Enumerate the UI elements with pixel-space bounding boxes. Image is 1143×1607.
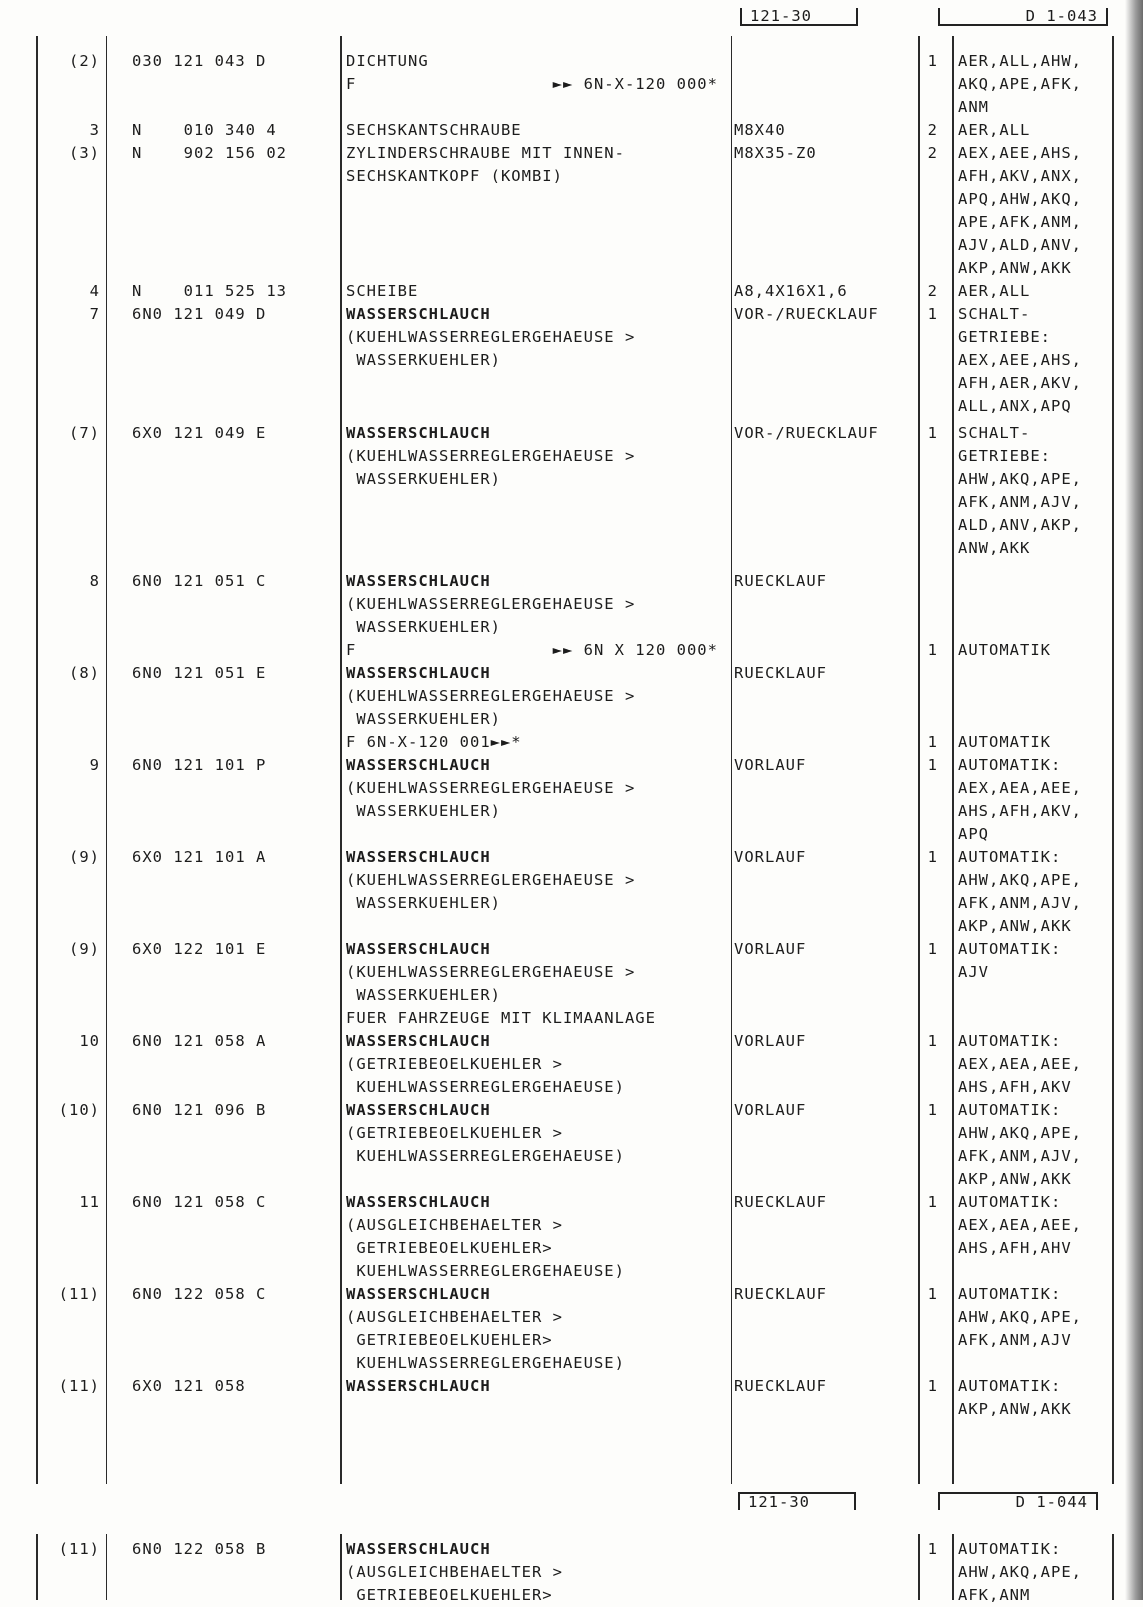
description-line: WASSERKUEHLER) <box>346 986 501 1004</box>
description-line: WASSERSCHLAUCH <box>346 424 491 442</box>
position-number: (9) <box>69 848 100 866</box>
quantity: 2 <box>927 121 938 139</box>
description <box>346 938 716 1030</box>
description-line: (KUEHLWASSERREGLERGEHAEUSE > <box>346 328 636 346</box>
remark-line: RUECKLAUF <box>734 1285 827 1303</box>
model-codes-line: AFK,ANM,AJV <box>958 1331 1072 1349</box>
model-codes-line: AHW,AKQ,APE, <box>958 871 1082 889</box>
model-codes-line: AUTOMATIK <box>958 641 1051 659</box>
description-line: WASSERKUEHLER) <box>346 470 501 488</box>
table-row <box>0 119 1143 142</box>
model-codes <box>958 1538 1108 1607</box>
remark-line: RUECKLAUF <box>734 664 827 682</box>
remark <box>734 938 914 961</box>
description-line: KUEHLWASSERREGLERGEHAEUSE) <box>346 1262 625 1280</box>
description <box>346 662 716 754</box>
part-number: N 011 525 13 <box>132 282 287 300</box>
description-line: KUEHLWASSERREGLERGEHAEUSE) <box>346 1147 625 1165</box>
position-number: (3) <box>69 144 100 162</box>
remark-line: VORLAUF <box>734 756 807 774</box>
quantity: 1 <box>927 733 938 751</box>
part-number: 6N0 121 101 P <box>132 756 267 774</box>
model-codes-line: AJV,ALD,ANV, <box>958 236 1082 254</box>
remark <box>734 119 914 142</box>
description <box>346 846 716 915</box>
description-line: GETRIEBEOELKUEHLER> <box>346 1331 553 1349</box>
remark <box>734 754 914 777</box>
model-codes-line: AFK,ANM,AJV, <box>958 894 1082 912</box>
model-codes-line: ANW,AKK <box>958 539 1031 557</box>
description-line: GETRIEBEOELKUEHLER> <box>346 1586 553 1604</box>
model-codes-line: AUTOMATIK <box>958 733 1051 751</box>
quantity: 1 <box>927 1032 938 1050</box>
description-line: SECHSKANTKOPF (KOMBI) <box>346 167 563 185</box>
description-line: WASSERKUEHLER) <box>346 802 501 820</box>
model-codes-line: ALL,ANX,APQ <box>958 397 1072 415</box>
description <box>346 119 716 142</box>
remark-line: VORLAUF <box>734 940 807 958</box>
part-number: N 902 156 02 <box>132 144 287 162</box>
position-number: (11) <box>58 1285 100 1303</box>
model-codes-line: AUTOMATIK: <box>958 1285 1062 1303</box>
description-line: (KUEHLWASSERREGLERGEHAEUSE > <box>346 963 636 981</box>
quantity: 1 <box>927 940 938 958</box>
position-number: (11) <box>58 1377 100 1395</box>
model-codes-line: AUTOMATIK: <box>958 1377 1062 1395</box>
part-number: 6N0 121 058 C <box>132 1193 267 1211</box>
remark <box>734 570 914 593</box>
remark-line: VOR-/RUECKLAUF <box>734 305 879 323</box>
quantity: 1 <box>927 1377 938 1395</box>
table-row <box>0 1099 1143 1191</box>
description-line: (KUEHLWASSERREGLERGEHAEUSE > <box>346 447 636 465</box>
model-codes-line: AJV <box>958 963 989 981</box>
part-number: 6N0 122 058 C <box>132 1285 267 1303</box>
description <box>346 1030 716 1099</box>
remark-line: VORLAUF <box>734 1032 807 1050</box>
remark <box>734 142 914 165</box>
quantity: 1 <box>927 1540 938 1558</box>
header-group: 121-30 <box>750 7 812 25</box>
remark <box>734 1283 914 1306</box>
model-codes-line: ALD,ANV,AKP, <box>958 516 1082 534</box>
model-codes-line: AEX,AEE,AHS, <box>958 351 1082 369</box>
model-codes <box>958 422 1108 560</box>
description-line: WASSERSCHLAUCH <box>346 1032 491 1050</box>
header-page-box <box>938 8 1108 26</box>
position-number: 8 <box>89 572 100 590</box>
model-codes-line: AUTOMATIK: <box>958 1540 1062 1558</box>
model-codes-line: AEX,AEA,AEE, <box>958 1055 1082 1073</box>
quantity: 2 <box>927 144 938 162</box>
table-row <box>0 1030 1143 1099</box>
position-number: 10 <box>79 1032 100 1050</box>
model-codes <box>958 303 1108 418</box>
description-line: ZYLINDERSCHRAUBE MIT INNEN- <box>346 144 625 162</box>
description-line: F 6N-X-120 001►►* <box>346 733 522 751</box>
description <box>346 142 716 188</box>
description-line: KUEHLWASSERREGLERGEHAEUSE) <box>346 1354 625 1372</box>
description-line: F ►► 6N X 120 000* <box>346 641 718 659</box>
model-codes-line: AKP,ANW,AKK <box>958 259 1072 277</box>
remark <box>734 662 914 685</box>
model-codes-line: SCHALT- <box>958 305 1031 323</box>
position-number: 3 <box>89 121 100 139</box>
part-number: 6N0 121 096 B <box>132 1101 267 1119</box>
model-codes-line: GETRIEBE: <box>958 328 1051 346</box>
model-codes-line: AFK,ANM,AJV, <box>958 1147 1082 1165</box>
part-number: 6X0 121 049 E <box>132 424 267 442</box>
table-row <box>0 50 1143 119</box>
remark-line: VORLAUF <box>734 848 807 866</box>
model-codes-line: AHW,AKQ,APE, <box>958 1563 1082 1581</box>
part-number: 6N0 121 051 E <box>132 664 267 682</box>
remark-line: VORLAUF <box>734 1101 807 1119</box>
description-line: WASSERSCHLAUCH <box>346 848 491 866</box>
model-codes <box>958 1030 1108 1099</box>
model-codes-line: AKP,ANW,AKK <box>958 1400 1072 1418</box>
description <box>346 50 716 96</box>
model-codes-line: ANM <box>958 98 989 116</box>
model-codes-line: AHS,AFH,AKV <box>958 1078 1072 1096</box>
quantity: 1 <box>927 848 938 866</box>
model-codes <box>958 50 1108 119</box>
table-row <box>0 1191 1143 1283</box>
description-line: F ►► 6N-X-120 000* <box>346 75 718 93</box>
model-codes-line: AHW,AKQ,APE, <box>958 470 1082 488</box>
remark-line: A8,4X16X1,6 <box>734 282 848 300</box>
table-row <box>0 280 1143 303</box>
table-row <box>0 754 1143 846</box>
model-codes-line: AUTOMATIK: <box>958 1193 1062 1211</box>
model-codes <box>958 1191 1108 1260</box>
description-line: WASSERSCHLAUCH <box>346 756 491 774</box>
remark-line: RUECKLAUF <box>734 572 827 590</box>
description-line: FUER FAHRZEUGE MIT KLIMAANLAGE <box>346 1009 656 1027</box>
description-line: WASSERSCHLAUCH <box>346 664 491 682</box>
remark <box>734 280 914 303</box>
table-row <box>0 303 1143 418</box>
description-line: (AUSGLEICHBEHAELTER > <box>346 1308 563 1326</box>
position-number: 9 <box>89 756 100 774</box>
header-group-box-2 <box>738 1492 856 1510</box>
model-codes <box>958 142 1108 280</box>
description-line: WASSERSCHLAUCH <box>346 1285 491 1303</box>
description-line: (KUEHLWASSERREGLERGEHAEUSE > <box>346 687 636 705</box>
description-line: (KUEHLWASSERREGLERGEHAEUSE > <box>346 779 636 797</box>
description-line: WASSERSCHLAUCH <box>346 305 491 323</box>
part-number: 6X0 122 101 E <box>132 940 267 958</box>
description-line: GETRIEBEOELKUEHLER> <box>346 1239 553 1257</box>
model-codes-line: AUTOMATIK: <box>958 848 1062 866</box>
table-row <box>0 1538 1143 1607</box>
description-line: WASSERKUEHLER) <box>346 351 501 369</box>
description-line: (GETRIEBEOELKUEHLER > <box>346 1124 563 1142</box>
position-number: (9) <box>69 940 100 958</box>
part-number: 6X0 121 058 <box>132 1377 246 1395</box>
table-row <box>0 1283 1143 1375</box>
position-number: 4 <box>89 282 100 300</box>
quantity: 1 <box>927 1285 938 1303</box>
model-codes <box>958 731 1108 754</box>
description-line: (KUEHLWASSERREGLERGEHAEUSE > <box>346 595 636 613</box>
remark-line: M8X35-Z0 <box>734 144 817 162</box>
description-line: KUEHLWASSERREGLERGEHAEUSE) <box>346 1078 625 1096</box>
remark-line: RUECKLAUF <box>734 1193 827 1211</box>
description <box>346 1375 716 1398</box>
model-codes-line: AKQ,APE,AFK, <box>958 75 1082 93</box>
description-line: WASSERSCHLAUCH <box>346 1540 491 1558</box>
part-number: 6N0 122 058 B <box>132 1540 267 1558</box>
model-codes <box>958 1283 1108 1352</box>
model-codes-line: AER,ALL <box>958 282 1031 300</box>
model-codes-line: AHS,AFH,AKV, <box>958 802 1082 820</box>
description-line: WASSERSCHLAUCH <box>346 572 491 590</box>
quantity: 1 <box>927 52 938 70</box>
position-number: (2) <box>69 52 100 70</box>
remark <box>734 846 914 869</box>
part-number: 6X0 121 101 A <box>132 848 267 866</box>
description <box>346 280 716 303</box>
description-line: WASSERSCHLAUCH <box>346 1101 491 1119</box>
model-codes-line: APQ,AHW,AKQ, <box>958 190 1082 208</box>
position-number: 7 <box>89 305 100 323</box>
description-line: (AUSGLEICHBEHAELTER > <box>346 1563 563 1581</box>
model-codes-line: AFH,AKV,ANX, <box>958 167 1082 185</box>
header-group-box <box>740 8 858 26</box>
model-codes-line: AKP,ANW,AKK <box>958 1170 1072 1188</box>
model-codes <box>958 639 1108 662</box>
header-page-2: D 1-044 <box>1015 1493 1088 1511</box>
part-number: N 010 340 4 <box>132 121 277 139</box>
table-row <box>0 142 1143 280</box>
model-codes-line: AUTOMATIK: <box>958 1101 1062 1119</box>
remark <box>734 422 914 445</box>
model-codes <box>958 754 1108 846</box>
position-number: (8) <box>69 664 100 682</box>
description <box>346 1538 716 1607</box>
position-number: (7) <box>69 424 100 442</box>
model-codes <box>958 1375 1108 1421</box>
part-number: 030 121 043 D <box>132 52 267 70</box>
model-codes-line: AHW,AKQ,APE, <box>958 1308 1082 1326</box>
quantity: 1 <box>927 1193 938 1211</box>
part-number: 6N0 121 058 A <box>132 1032 267 1050</box>
model-codes-line: AKP,ANW,AKK <box>958 917 1072 935</box>
description-line: WASSERSCHLAUCH <box>346 1377 491 1395</box>
header-group-2: 121-30 <box>748 1493 810 1511</box>
remark-line: VOR-/RUECKLAUF <box>734 424 879 442</box>
model-codes <box>958 119 1108 142</box>
description-line: SECHSKANTSCHRAUBE <box>346 121 522 139</box>
position-number: 11 <box>79 1193 100 1211</box>
model-codes-line: AUTOMATIK: <box>958 756 1062 774</box>
scan-edge-shadow <box>1125 0 1143 1600</box>
model-codes <box>958 280 1108 303</box>
remark <box>734 1099 914 1122</box>
model-codes-line: AHW,AKQ,APE, <box>958 1124 1082 1142</box>
model-codes-line: GETRIEBE: <box>958 447 1051 465</box>
model-codes-line: AER,ALL,AHW, <box>958 52 1082 70</box>
description <box>346 754 716 823</box>
description-line: (AUSGLEICHBEHAELTER > <box>346 1216 563 1234</box>
model-codes-line: SCHALT- <box>958 424 1031 442</box>
table-row <box>0 570 1143 662</box>
description-line: WASSERKUEHLER) <box>346 710 501 728</box>
description-line: (GETRIEBEOELKUEHLER > <box>346 1055 563 1073</box>
model-codes-line: AHS,AFH,AHV <box>958 1239 1072 1257</box>
model-codes-line: AEX,AEA,AEE, <box>958 1216 1082 1234</box>
model-codes <box>958 938 1108 984</box>
model-codes-line: AFK,ANM,AJV, <box>958 493 1082 511</box>
model-codes <box>958 846 1108 938</box>
quantity: 1 <box>927 305 938 323</box>
quantity: 1 <box>927 641 938 659</box>
position-number: (10) <box>58 1101 100 1119</box>
model-codes-line: AEX,AEE,AHS, <box>958 144 1082 162</box>
table-row <box>0 422 1143 560</box>
table-row <box>0 662 1143 754</box>
table-row <box>0 846 1143 938</box>
header-page-box-2 <box>938 1492 1098 1510</box>
quantity: 1 <box>927 1101 938 1119</box>
position-number: (11) <box>58 1540 100 1558</box>
description <box>346 1191 716 1283</box>
model-codes-line: APQ <box>958 825 989 843</box>
description-line: DICHTUNG <box>346 52 429 70</box>
remark <box>734 303 914 326</box>
description <box>346 1283 716 1375</box>
description-line: WASSERSCHLAUCH <box>346 940 491 958</box>
description <box>346 1099 716 1168</box>
model-codes-line: AER,ALL <box>958 121 1031 139</box>
remark <box>734 1191 914 1214</box>
description-line: WASSERKUEHLER) <box>346 894 501 912</box>
quantity: 1 <box>927 424 938 442</box>
description-line: WASSERKUEHLER) <box>346 618 501 636</box>
model-codes <box>958 1099 1108 1191</box>
remark <box>734 1030 914 1053</box>
quantity: 1 <box>927 756 938 774</box>
part-number: 6N0 121 051 C <box>132 572 267 590</box>
description <box>346 570 716 662</box>
model-codes-line: AUTOMATIK: <box>958 1032 1062 1050</box>
description <box>346 303 716 372</box>
model-codes-line: AEX,AEA,AEE, <box>958 779 1082 797</box>
header-page: D 1-043 <box>1025 7 1098 25</box>
table-row <box>0 938 1143 1030</box>
remark-line: M8X40 <box>734 121 786 139</box>
table-row <box>0 1375 1143 1421</box>
description-line: SCHEIBE <box>346 282 419 300</box>
description-line: (KUEHLWASSERREGLERGEHAEUSE > <box>346 871 636 889</box>
model-codes-line: APE,AFK,ANM, <box>958 213 1082 231</box>
remark <box>734 1375 914 1398</box>
remark-line: RUECKLAUF <box>734 1377 827 1395</box>
part-number: 6N0 121 049 D <box>132 305 267 323</box>
description <box>346 422 716 491</box>
model-codes-line: AUTOMATIK: <box>958 940 1062 958</box>
model-codes-line: AFK,ANM <box>958 1586 1031 1604</box>
quantity: 2 <box>927 282 938 300</box>
description-line: WASSERSCHLAUCH <box>346 1193 491 1211</box>
model-codes-line: AFH,AER,AKV, <box>958 374 1082 392</box>
